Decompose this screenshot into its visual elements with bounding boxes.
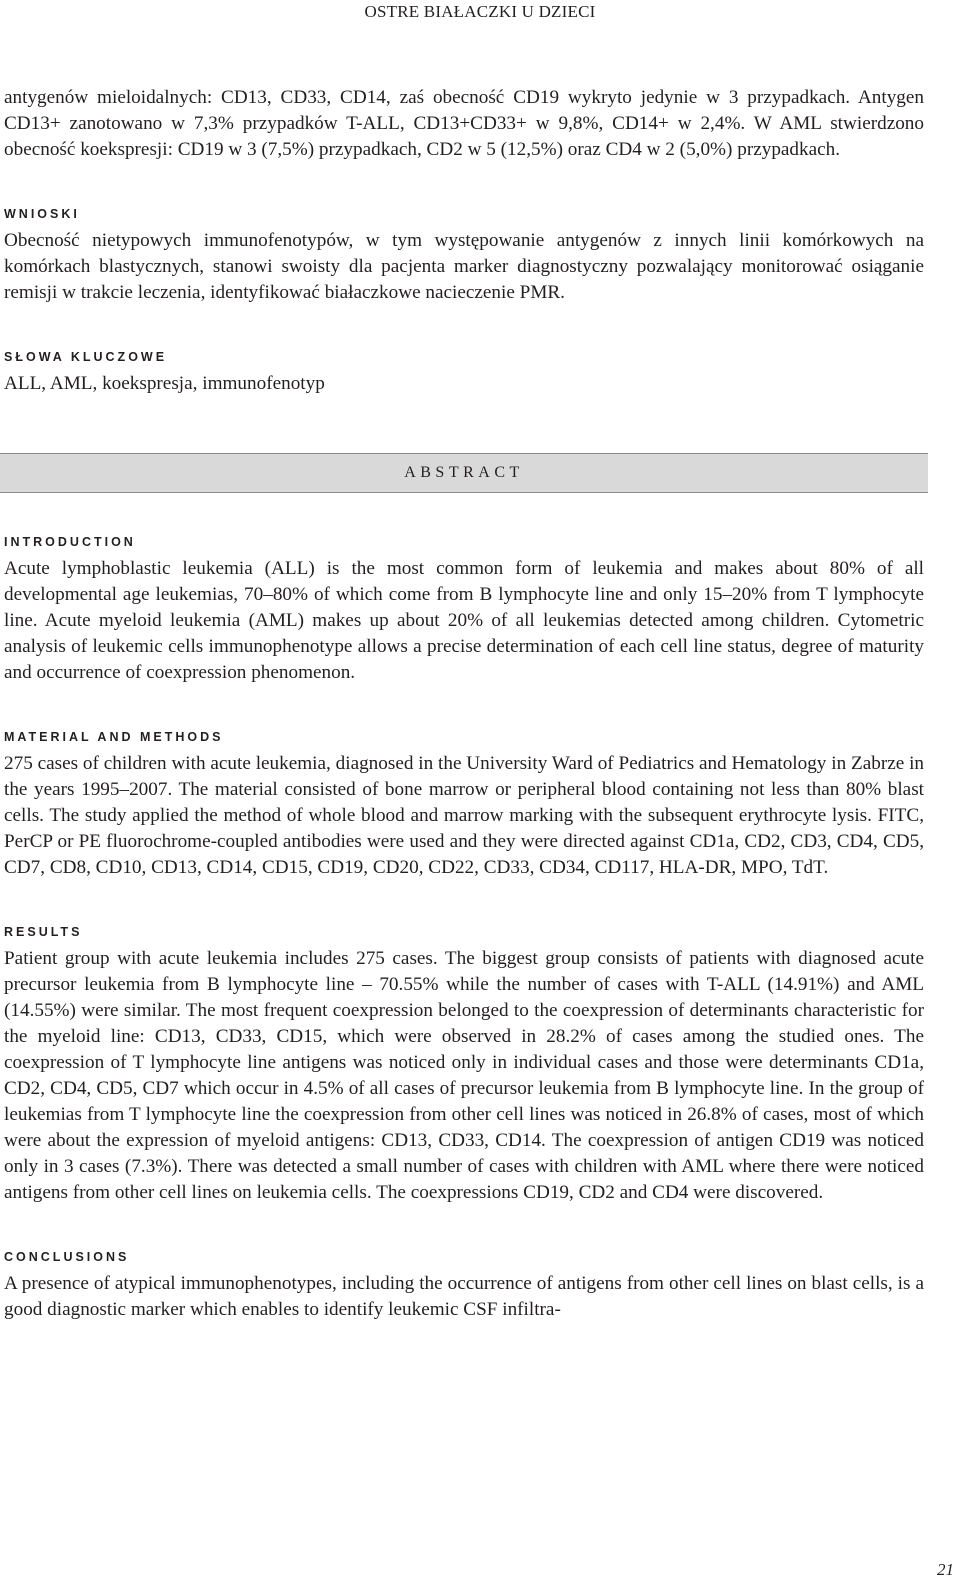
section-results	[4, 925, 924, 1206]
section-body-conclusions: A presence of atypical immunophenotypes, including the occurrence of antigens from other cell lines on blast cells, is a good diagnostic marker which enables to identify leukemic CSF infiltra-	[4, 1273, 924, 1320]
running-header: OSTRE BIAŁACZKI U DZIECI	[364, 2, 596, 21]
abstract-banner: ABSTRACT	[0, 453, 928, 493]
page-number: 21	[937, 1560, 954, 1579]
section-body-results: Patient group with acute leukemia includes 275 cases. The biggest group consists of patients with diagnosed acute precursor leukemia from B lymphocyte line – 70.55% while the number of cases with T-ALL (14.91%) and AML (14.55%) were similar. The most frequent coexpression belonged to the coexpression of determinants characteristic for the myeloid line: CD13, CD33, CD15, which were observed in 28.2% of cases among the studied ones. The coexpression of T lymphocyte line antigens was noticed only in individual cases and those were determinants CD1a, CD2, CD4, CD5, CD7 which occur in 4.5% of all cases of precursor leukemia from B lymphocyte line. In the group of leukemias from T lymphocyte line the coexpression from other cell lines was noticed in 26.8% of cases, most of which were about the expression of myeloid antigens: CD13, CD33, CD14. The coexpression of antigen CD19 was noticed only in 3 cases (7.3%). There was detected a small number of cases with children with AML where there were noticed antigens from other cell lines on leukemia cells. The coexpressions CD19, CD2 and CD4 were discovered.	[4, 948, 924, 1203]
section-heading-introduction: INTRODUCTION	[4, 535, 136, 549]
section-conclusions	[4, 1250, 924, 1323]
section-material-methods	[4, 730, 924, 881]
section-heading-slowa-kluczowe: SŁOWA KLUCZOWE	[4, 350, 168, 364]
section-introduction	[4, 535, 924, 686]
section-wnioski	[4, 207, 924, 306]
section-heading-results: RESULTS	[4, 925, 83, 939]
section-heading-wnioski: WNIOSKI	[4, 207, 80, 221]
intro-continuation-paragraph: antygenów mieloidalnych: CD13, CD33, CD14, zaś obecność CD19 wykryto jedynie w 3 przypadkach. Antygen CD13+ zanotowano w 7,3% przypadków T-ALL, CD13+CD33+ w 9,8%, CD14+ w 2,4%. W AML stwierdzono obecność koekspresji: CD19 w 3 (7,5%) przypadkach, CD2 w 5 (12,5%) oraz CD4 w 2 (5,0%) przypadkach.	[4, 87, 924, 160]
section-body-slowa-kluczowe: ALL, AML, koekspresja, immunofenotyp	[4, 373, 325, 394]
section-body-material-methods: 275 cases of children with acute leukemia, diagnosed in the University Ward of Pediatrics and Hematology in Zabrze in the years 1995–2007. The material consisted of bone marrow or peripheral blood containing not less than 80% blast cells. The study applied the method of whole blood and marrow marking with the subsequent erythrocyte lysis. FITC, PerCP or PE fluorochrome-coupled antibodies were used and they were directed against CD1a, CD2, CD3, CD4, CD5, CD7, CD8, CD10, CD13, CD14, CD15, CD19, CD20, CD22, CD33, CD34, CD117, HLA-DR, MPO, TdT.	[4, 753, 924, 878]
section-heading-material-methods: MATERIAL AND METHODS	[4, 730, 224, 744]
section-body-wnioski: Obecność nietypowych immunofenotypów, w tym występowanie antygenów z innych linii komórkowych na komórkach blastycznych, stanowi swoisty dla pacjenta marker diagnostyczny pozwalający monitorować osiąganie remisji w trakcie leczenia, identyfikować białaczkowe nacieczenie PMR.	[4, 230, 924, 303]
section-body-introduction: Acute lymphoblastic leukemia (ALL) is the most common form of leukemia and makes about 80% of all developmental age leukemias, 70–80% of which come from B lymphocyte line and only 15–20% from T lymphocyte line. Acute myeloid leukemia (AML) makes up about 20% of all leukemias detected among children. Cytometric analysis of leukemic cells immunophenotype allows a precise determination of each cell line status, degree of maturity and occurrence of coexpression phenomenon.	[4, 558, 924, 683]
article-body	[4, 85, 924, 1323]
section-heading-conclusions: CONCLUSIONS	[4, 1250, 130, 1264]
section-slowa-kluczowe	[4, 350, 924, 397]
